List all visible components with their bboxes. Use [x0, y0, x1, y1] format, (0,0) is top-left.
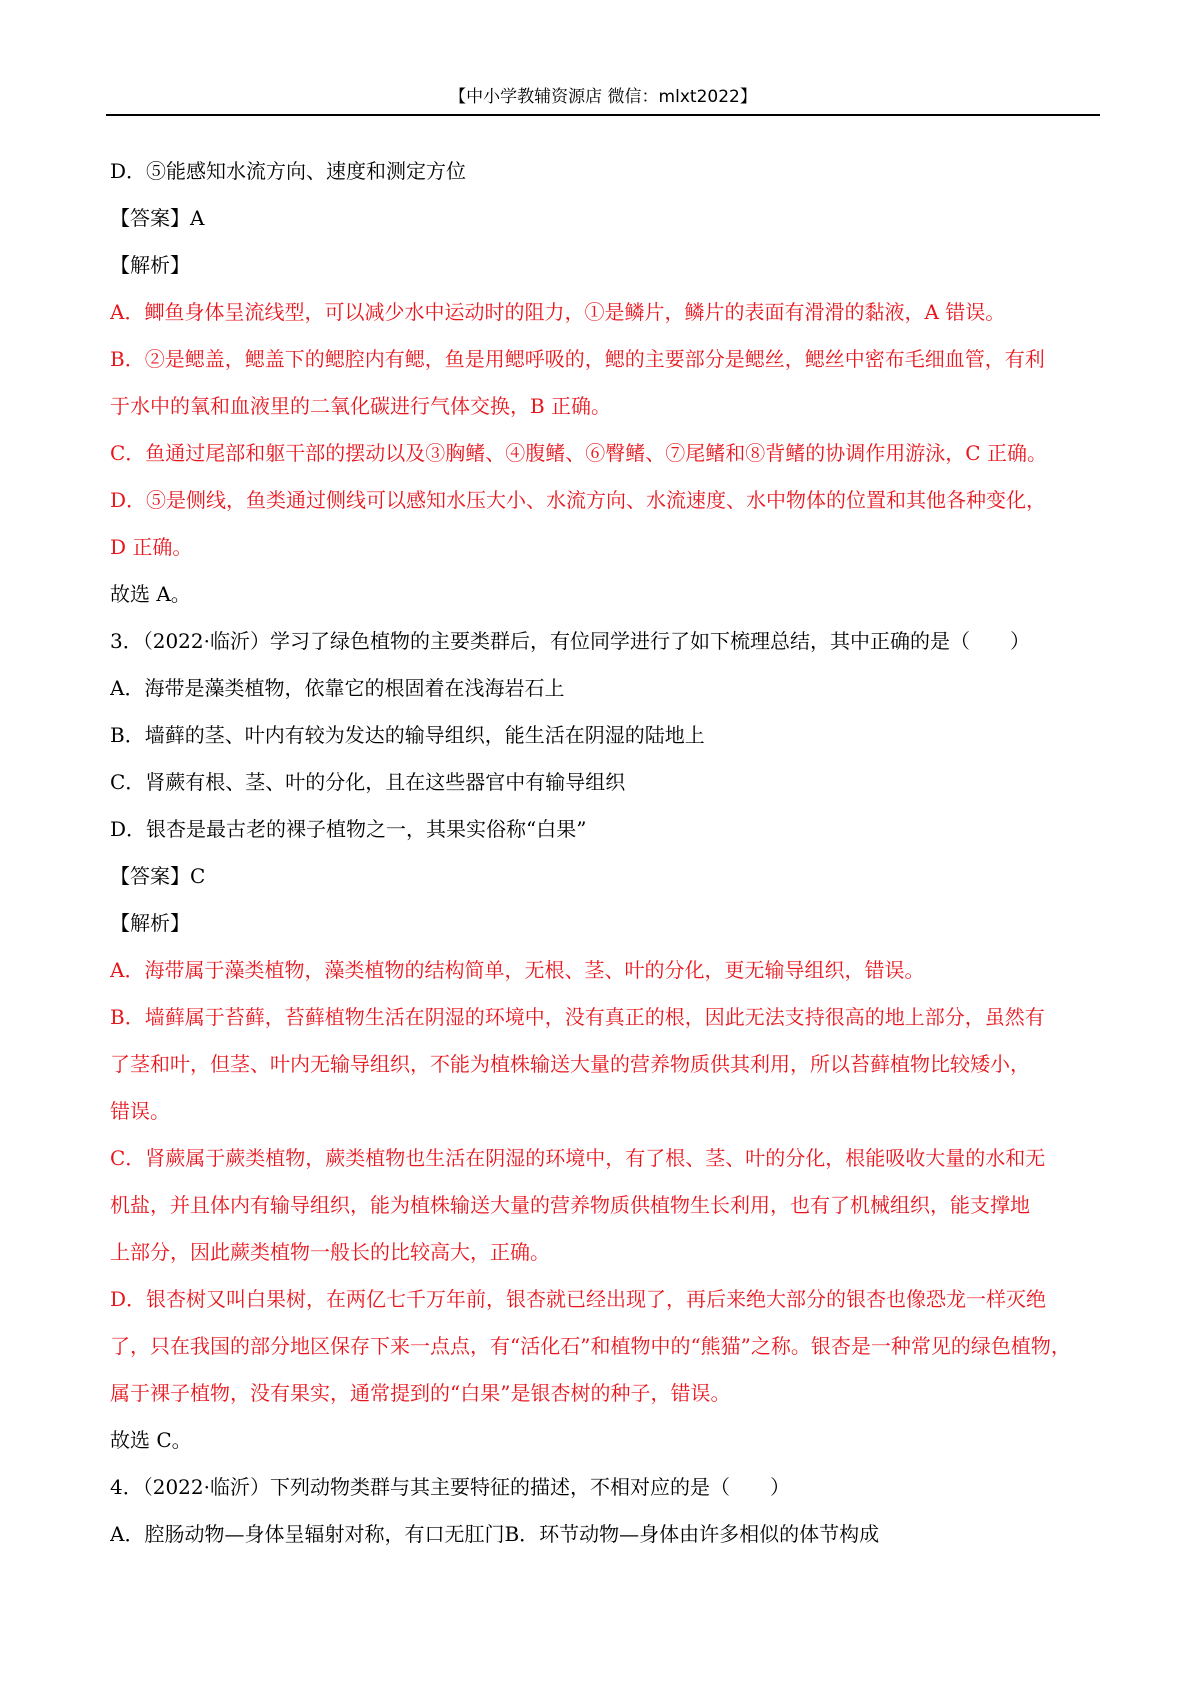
text-line: D．银杏是最古老的裸子植物之一，其果实俗称“白果”: [110, 817, 587, 841]
text-line: 4．（2022·临沂）下列动物类群与其主要特征的描述，不相对应的是（ ）: [110, 1475, 790, 1499]
text-line: 于水中的氧和血液里的二氧化碳进行气体交换，B 正确。: [110, 394, 612, 418]
text-line: D 正确。: [110, 535, 193, 559]
text-line: 【答案】C: [110, 864, 206, 888]
text-line: 【解析】: [110, 911, 190, 935]
text-line: D．⑤是侧线，鱼类通过侧线可以感知水压大小、水流方向、水流速度、水中物体的位置和其他各种变化，: [110, 488, 1047, 512]
text-line: A．腔肠动物—身体呈辐射对称，有口无肛门B．环节动物—身体由许多相似的体节构成: [110, 1522, 880, 1546]
text-line: 机盐，并且体内有输导组织，能为植株输送大量的营养物质供植物生长利用，也有了机械组织，能支撑地: [110, 1193, 1030, 1217]
text-line: B．墙藓的茎、叶内有较为发达的输导组织，能生活在阴湿的陆地上: [110, 723, 705, 747]
text-line: 上部分，因此蕨类植物一般长的比较高大，正确。: [110, 1240, 550, 1264]
text-line: 故选 A。: [110, 582, 191, 606]
text-line: B．墙藓属于苔藓，苔藓植物生活在阴湿的环境中，没有真正的根，因此无法支持很高的地上部分，虽然有: [110, 1005, 1045, 1029]
text-line: A．鲫鱼身体呈流线型，可以减少水中运动时的阻力，①是鳞片，鳞片的表面有滑滑的黏液，A 错误。: [110, 300, 1006, 324]
text-line: 3．（2022·临沂）学习了绿色植物的主要类群后，有位同学进行了如下梳理总结，其中正确的是（ ）: [110, 629, 1030, 653]
text-line: 【答案】A: [110, 206, 205, 230]
page-header: 【中小学教辅资源店 微信：mlxt2022】: [106, 84, 1100, 116]
document-body: [110, 148, 1100, 1558]
text-line: C．肾蕨属于蕨类植物，蕨类植物也生活在阴湿的环境中，有了根、茎、叶的分化，根能吸收大量的水和无: [110, 1146, 1046, 1170]
text-line: B．②是鳃盖，鳃盖下的鳃腔内有鳃，鱼是用鳃呼吸的，鳃的主要部分是鳃丝，鳃丝中密布毛细血管，有利: [110, 347, 1045, 371]
text-line: 了，只在我国的部分地区保存下来一点点，有“活化石”和植物中的“熊猫”之称。银杏是一种常见的绿色植物，: [110, 1334, 1071, 1358]
text-line: 故选 C。: [110, 1428, 192, 1452]
text-line: 【解析】: [110, 253, 190, 277]
text-line: 错误。: [110, 1099, 170, 1123]
text-line: C．肾蕨有根、茎、叶的分化，且在这些器官中有输导组织: [110, 770, 626, 794]
text-line: 属于裸子植物，没有果实，通常提到的“白果”是银杏树的种子，错误。: [110, 1381, 731, 1405]
text-line: D．银杏树又叫白果树，在两亿七千万年前，银杏就已经出现了，再后来绝大部分的银杏也像恐龙一样灭绝: [110, 1287, 1047, 1311]
text-line: C．鱼通过尾部和躯干部的摆动以及③胸鳍、④腹鳍、⑥臀鳍、⑦尾鳍和⑧背鳍的协调作用游泳，C 正确。: [110, 441, 1047, 465]
text-line: A．海带是藻类植物，依靠它的根固着在浅海岩石上: [110, 676, 565, 700]
text-line: 了茎和叶，但茎、叶内无输导组织，不能为植株输送大量的营养物质供其利用，所以苔藓植物比较矮小，: [110, 1052, 1030, 1076]
text-line: D．⑤能感知水流方向、速度和测定方位: [110, 159, 467, 183]
text-line: A．海带属于藻类植物，藻类植物的结构简单，无根、茎、叶的分化，更无输导组织，错误。: [110, 958, 925, 982]
